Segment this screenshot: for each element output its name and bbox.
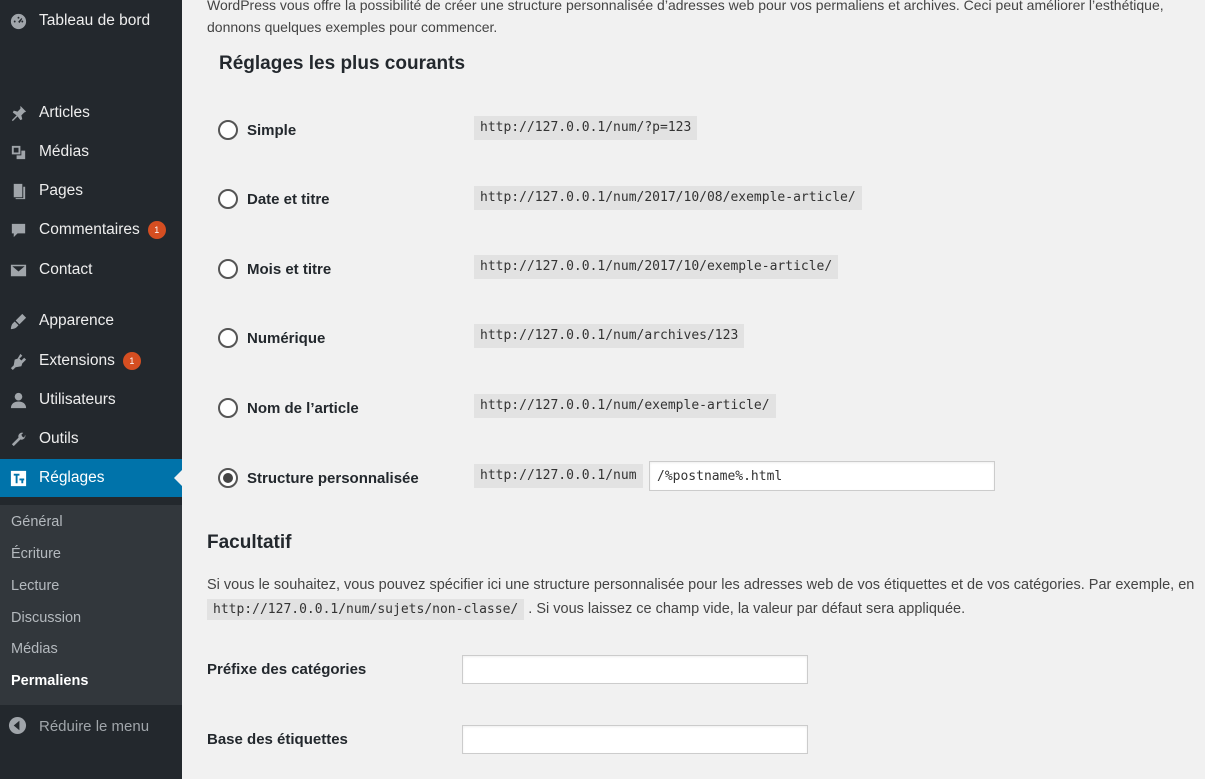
option-label: Simple bbox=[247, 121, 297, 139]
collapse-label: Réduire le menu bbox=[39, 717, 150, 735]
menu-commentaires[interactable] bbox=[0, 212, 182, 248]
option-mois-titre[interactable] bbox=[218, 259, 331, 279]
menu-label: Tableau de bord bbox=[39, 12, 151, 29]
option-label: Mois et titre bbox=[247, 260, 332, 278]
submenu-discussion[interactable]: Discussion bbox=[11, 610, 82, 626]
collapse-menu-button[interactable] bbox=[0, 708, 182, 744]
example-url-simple: http://127.0.0.1/num/?p=123 bbox=[474, 116, 697, 140]
custom-structure-prefix: http://127.0.0.1/num bbox=[474, 464, 643, 488]
menu-label: Outils bbox=[39, 430, 79, 447]
menu-medias[interactable] bbox=[0, 134, 182, 170]
menu-reglages[interactable] bbox=[0, 459, 182, 497]
option-label: Nom de l’article bbox=[247, 399, 359, 417]
intro-text bbox=[207, 0, 1205, 38]
menu-outils[interactable] bbox=[0, 421, 182, 457]
pin-icon bbox=[8, 103, 28, 123]
intro-line-1: WordPress vous offre la possibilité de créer une structure personnalisée d’adresses web pour vos permaliens et archives. Ceci peut améliorer l’esthétique, bbox=[207, 0, 1164, 13]
menu-label: Utilisateurs bbox=[39, 391, 116, 408]
menu-label: Apparence bbox=[39, 312, 114, 329]
settings-icon bbox=[8, 468, 28, 488]
submenu-permaliens[interactable]: Permaliens bbox=[11, 673, 89, 689]
dashboard-icon bbox=[8, 11, 28, 31]
brush-icon bbox=[8, 311, 28, 331]
radio-mois-titre[interactable] bbox=[218, 259, 238, 279]
menu-pages[interactable] bbox=[0, 173, 182, 209]
media-icon bbox=[8, 142, 28, 162]
plugin-icon bbox=[8, 351, 28, 371]
radio-numerique[interactable] bbox=[218, 328, 238, 348]
menu-dashboard[interactable] bbox=[0, 3, 182, 39]
option-structure-personnalisee[interactable] bbox=[218, 468, 419, 488]
example-url-nom-article: http://127.0.0.1/num/exemple-article/ bbox=[474, 394, 776, 418]
option-label: Date et titre bbox=[247, 190, 330, 208]
menu-label: Pages bbox=[39, 182, 83, 199]
intro-line-2: donnons quelques exemples pour commencer. bbox=[207, 19, 498, 35]
mail-icon bbox=[8, 260, 28, 280]
submenu-lecture[interactable]: Lecture bbox=[11, 578, 60, 594]
option-date-titre[interactable] bbox=[218, 189, 330, 209]
option-label: Numérique bbox=[247, 329, 326, 347]
menu-label: Contact bbox=[39, 261, 93, 278]
radio-nom-article[interactable] bbox=[218, 398, 238, 418]
optional-description bbox=[207, 573, 1205, 622]
submenu-medias[interactable]: Médias bbox=[11, 641, 58, 657]
settings-submenu bbox=[0, 505, 182, 705]
optional-desc-line-1: Si vous le souhaitez, vous pouvez spécifier ici une structure personnalisée pour les adresses web de vos étiquettes et de vos catégories. Par exemple, en bbox=[207, 577, 1195, 593]
menu-label: Commentaires bbox=[39, 221, 140, 238]
option-simple[interactable] bbox=[218, 120, 296, 140]
optional-heading: Facultatif bbox=[207, 532, 292, 553]
submenu-general[interactable]: Général bbox=[11, 514, 63, 530]
option-nom-article[interactable] bbox=[218, 398, 359, 418]
menu-label: Articles bbox=[39, 104, 90, 121]
menu-articles[interactable] bbox=[0, 95, 182, 131]
option-numerique[interactable] bbox=[218, 328, 325, 348]
option-label: Structure personnalisée bbox=[247, 469, 419, 487]
optional-desc-line-2 bbox=[207, 597, 1205, 622]
comments-count-badge: 1 bbox=[148, 221, 166, 239]
radio-simple[interactable] bbox=[218, 120, 238, 140]
admin-sidebar bbox=[0, 0, 182, 779]
optional-desc-rest: . Si vous laissez ce champ vide, la valeur par défaut sera appliquée. bbox=[528, 601, 966, 617]
main-content bbox=[182, 0, 1205, 779]
radio-structure-personnalisee[interactable] bbox=[218, 468, 238, 488]
example-url-numerique: http://127.0.0.1/num/archives/123 bbox=[474, 324, 744, 348]
menu-utilisateurs[interactable] bbox=[0, 382, 182, 418]
custom-structure-input[interactable]: /%postname%.html bbox=[649, 461, 995, 491]
menu-apparence[interactable] bbox=[0, 303, 182, 339]
pages-icon bbox=[8, 181, 28, 201]
collapse-arrow-icon bbox=[8, 716, 28, 736]
user-icon bbox=[8, 390, 28, 410]
example-url-date-titre: http://127.0.0.1/num/2017/10/08/exemple-article/ bbox=[474, 186, 862, 210]
common-settings-heading: Réglages les plus courants bbox=[219, 53, 466, 74]
menu-label: Extensions bbox=[39, 352, 115, 369]
example-tag-url: http://127.0.0.1/num/sujets/non-classe/ bbox=[207, 599, 524, 620]
menu-contact[interactable] bbox=[0, 252, 182, 288]
extensions-update-badge: 1 bbox=[123, 352, 141, 370]
tag-base-input[interactable] bbox=[462, 725, 808, 754]
example-url-mois-titre: http://127.0.0.1/num/2017/10/exemple-article/ bbox=[474, 255, 838, 279]
comments-icon bbox=[8, 220, 28, 240]
menu-extensions[interactable] bbox=[0, 343, 182, 379]
submenu-ecriture[interactable]: Écriture bbox=[11, 546, 61, 562]
wrench-icon bbox=[8, 429, 28, 449]
category-base-input[interactable] bbox=[462, 655, 808, 684]
menu-label: Réglages bbox=[39, 469, 105, 486]
menu-label: Médias bbox=[39, 143, 89, 160]
radio-date-titre[interactable] bbox=[218, 189, 238, 209]
category-base-label: Préfixe des catégories bbox=[207, 661, 367, 678]
tag-base-label: Base des étiquettes bbox=[207, 731, 348, 748]
